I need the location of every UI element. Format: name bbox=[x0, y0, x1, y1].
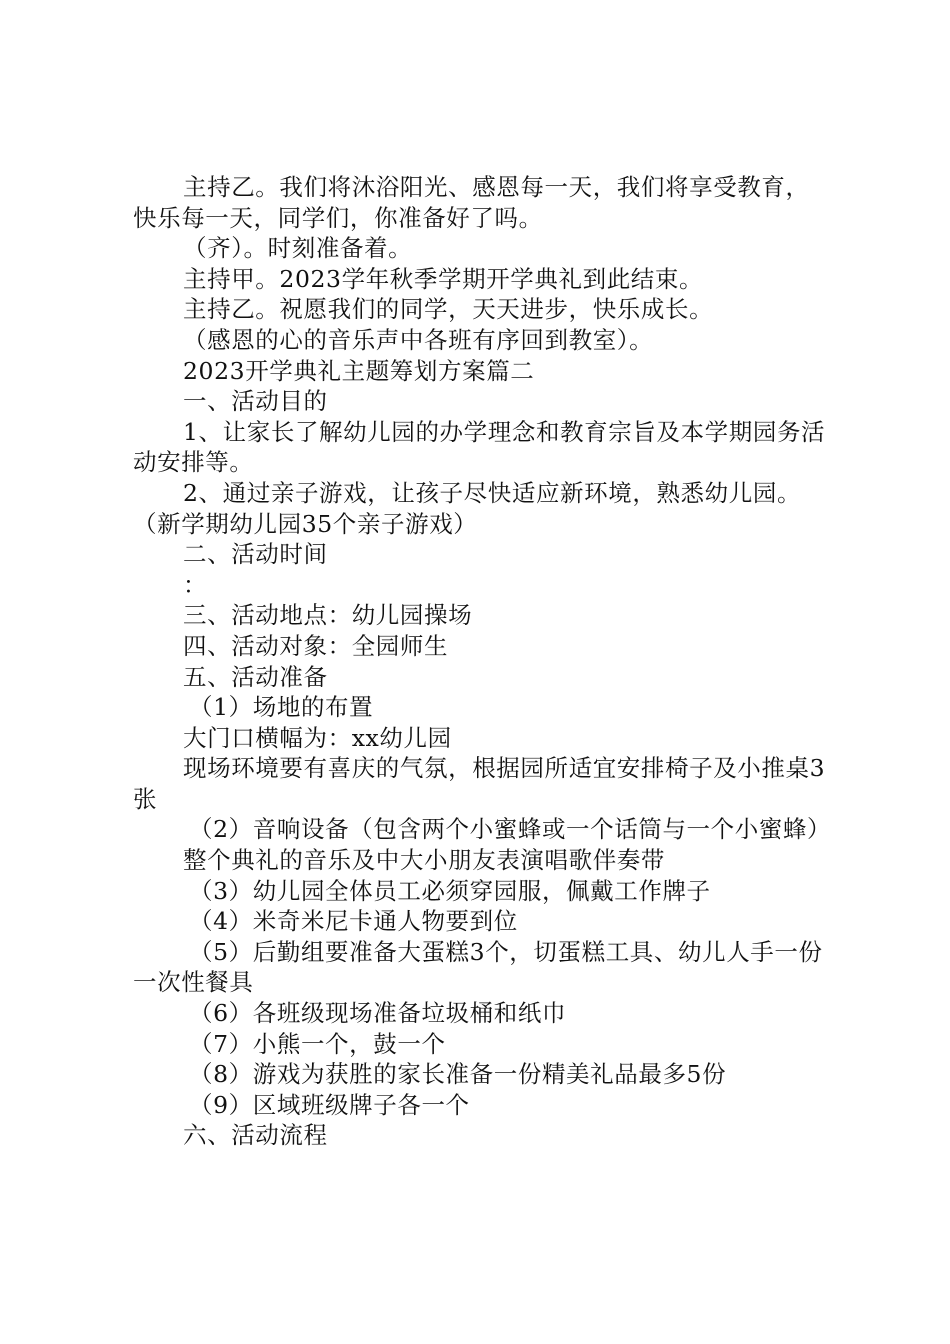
paragraph-purpose-1: 1、让家长了解幼儿园的办学理念和教育宗旨及本学期园务活动安排等。 bbox=[133, 417, 826, 477]
heading-activity-preparation: 五、活动准备 bbox=[183, 662, 328, 691]
paragraph-all-response: （齐）。时刻准备着。 bbox=[183, 234, 413, 263]
item-class-signs: （9）区域班级牌子各一个 bbox=[189, 1090, 470, 1119]
paragraph-host-b-wish: 主持乙。祝愿我们的同学，天天进步，快乐成长。 bbox=[183, 295, 714, 324]
paragraph-music: 整个典礼的音乐及中大小朋友表演唱歌伴奏带 bbox=[183, 846, 665, 875]
document-body bbox=[133, 172, 833, 1151]
item-venue-layout: （1）场地的布置 bbox=[189, 693, 374, 722]
paragraph-venue-atmosphere: 现场环境要有喜庆的气氛，根据园所适宜安排椅子及小推桌3张 bbox=[133, 754, 826, 813]
item-bear-drum: （7）小熊一个，鼓一个 bbox=[189, 1029, 446, 1058]
heading-activity-purpose: 一、活动目的 bbox=[183, 387, 328, 416]
paragraph-gate-banner: 大门口横幅为：xx幼儿园 bbox=[183, 723, 452, 752]
heading-activity-audience: 四、活动对象：全园师生 bbox=[183, 631, 449, 660]
paragraph-return-classroom: （感恩的心的音乐声中各班有序回到教室）。 bbox=[183, 325, 654, 354]
item-trash-tissue: （6）各班级现场准备垃圾桶和纸巾 bbox=[189, 999, 567, 1028]
paragraph-host-b-closing: 主持乙。我们将沐浴阳光、感恩每一天，我们将享受教育，快乐每一天，同学们，你准备好了吗。 bbox=[133, 173, 810, 232]
paragraph-purpose-2: 2、通过亲子游戏，让孩子尽快适应新环境，熟悉幼儿园。（新学期幼儿园35个亲子游戏） bbox=[133, 478, 802, 538]
heading-activity-time: 二、活动时间 bbox=[183, 540, 328, 569]
item-cake: （5）后勤组要准备大蛋糕3个，切蛋糕工具、幼儿人手一份一次性餐具 bbox=[133, 937, 823, 997]
paragraph-host-a-end: 主持甲。2023学年秋季学期开学典礼到此结束。 bbox=[183, 264, 704, 293]
item-audio-equipment: （2）音响设备（包含两个小蜜蜂或一个话筒与一个小蜜蜂） bbox=[189, 815, 832, 844]
item-gifts: （8）游戏为获胜的家长准备一份精美礼品最多5份 bbox=[189, 1060, 727, 1089]
paragraph-time-value: ： bbox=[183, 570, 208, 599]
section-title-plan-two: 2023开学典礼主题筹划方案篇二 bbox=[183, 356, 535, 385]
heading-activity-process: 六、活动流程 bbox=[183, 1121, 328, 1150]
heading-activity-location: 三、活动地点：幼儿园操场 bbox=[183, 601, 473, 630]
item-mickey-minnie: （4）米奇米尼卡通人物要到位 bbox=[189, 907, 518, 936]
item-staff-uniform: （3）幼儿园全体员工必须穿园服，佩戴工作牌子 bbox=[189, 876, 711, 905]
